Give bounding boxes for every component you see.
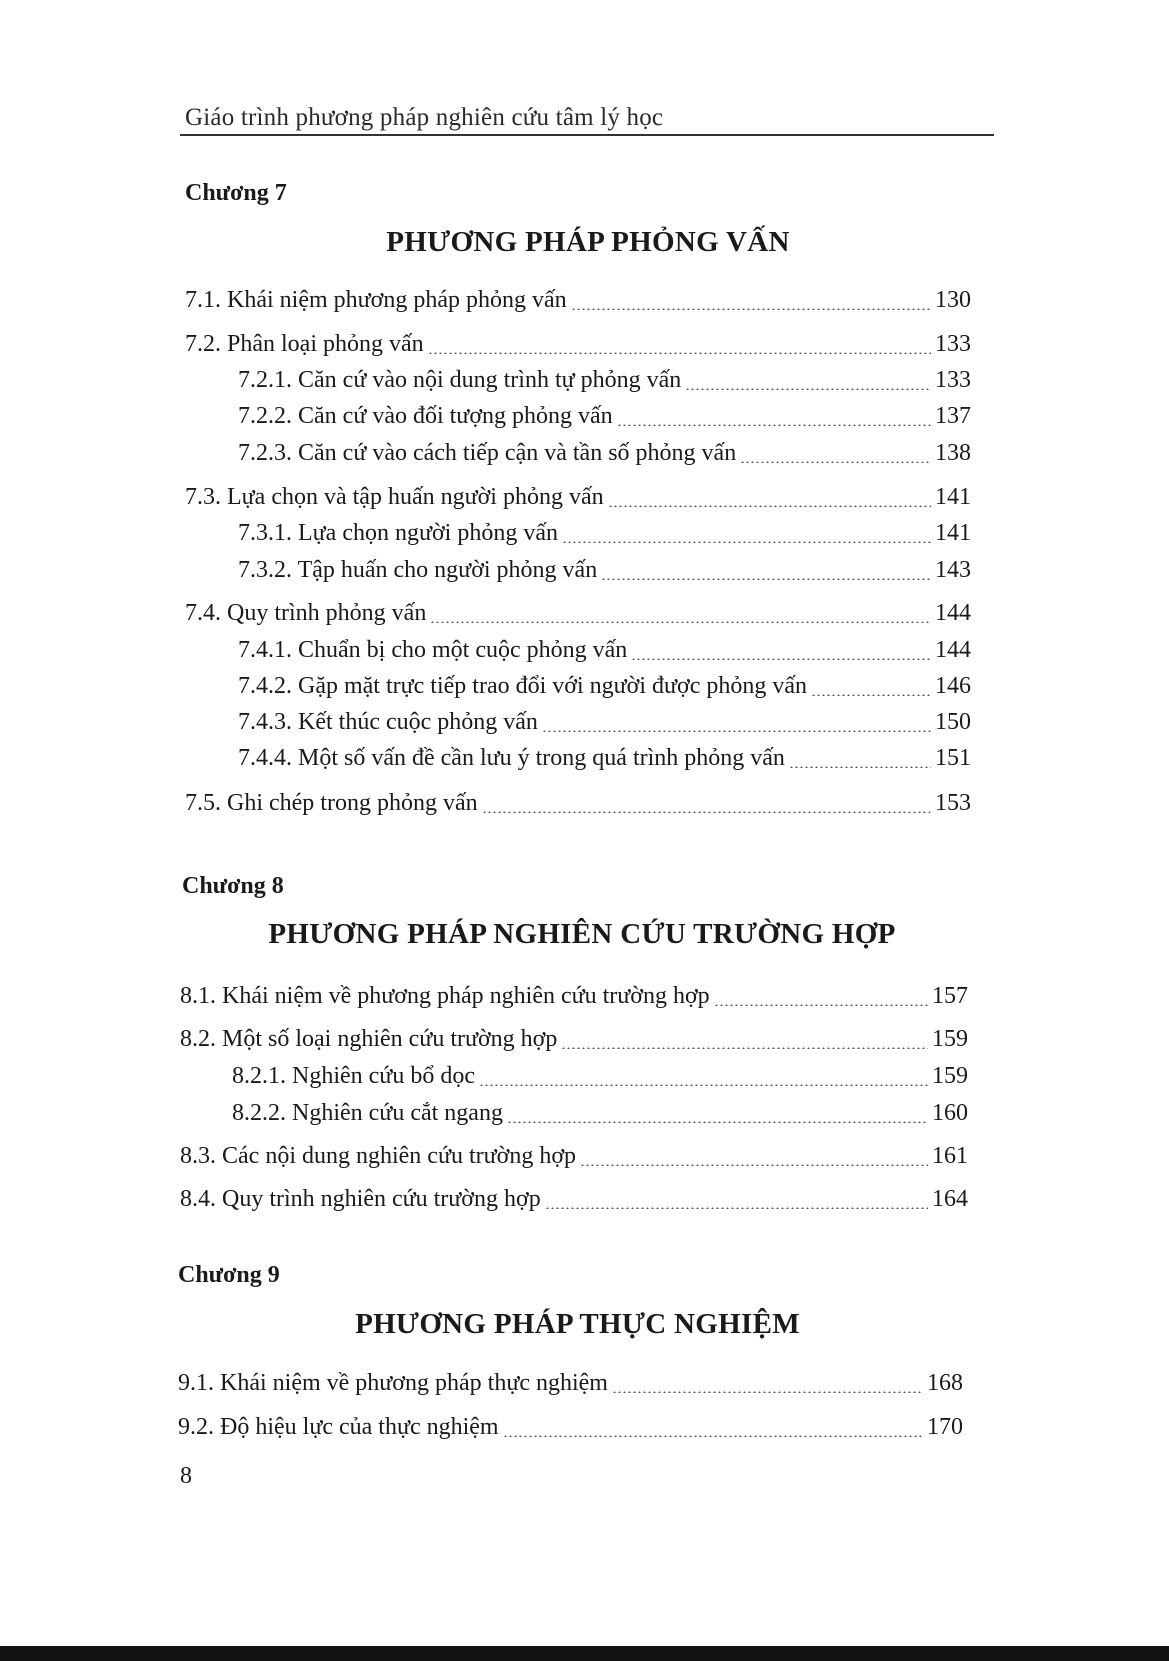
toc-entry[interactable] (180, 1026, 968, 1056)
toc-leader-dots (507, 1121, 928, 1123)
toc-subentry[interactable] (238, 367, 971, 397)
toc-entry[interactable] (180, 1143, 968, 1173)
toc-entry-text: 8.2. Một số loại nghiên cứu trường hợp (180, 1026, 558, 1052)
toc-entry-page: 144 (935, 637, 971, 663)
toc-entry-page: 168 (927, 1370, 963, 1396)
toc-entry-page: 137 (935, 403, 971, 429)
toc-entry-page: 133 (935, 367, 971, 393)
toc-entry-text: 8.1. Khái niệm về phương pháp nghiên cứu trường hợp (180, 983, 710, 1009)
toc-entry-page: 160 (932, 1100, 968, 1126)
toc-leader-dots (631, 658, 931, 660)
toc-leader-dots (562, 541, 931, 543)
toc-leader-dots (545, 1207, 928, 1209)
toc-entry-text: 7.4. Quy trình phỏng vấn (185, 600, 427, 626)
toc-leader-dots (608, 505, 931, 507)
toc-entry-page: 141 (935, 484, 971, 510)
toc-entry-text: 7.2.3. Căn cứ vào cách tiếp cận và tần số phỏng vấn (238, 440, 737, 466)
header-rule (180, 134, 994, 136)
toc-entry-page: 151 (935, 745, 971, 771)
toc-subentry[interactable] (238, 440, 971, 470)
toc-entry-text: 7.4.3. Kết thúc cuộc phỏng vấn (238, 709, 538, 735)
toc-leader-dots (601, 578, 931, 580)
toc-entry-text: 8.2.1. Nghiên cứu bổ dọc (232, 1063, 475, 1089)
toc-entry-page: 150 (935, 709, 971, 735)
toc-entry-text: 7.4.2. Gặp mặt trực tiếp trao đổi với người được phỏng vấn (238, 673, 807, 699)
toc-leader-dots (617, 424, 931, 426)
toc-entry-text: 9.1. Khái niệm về phương pháp thực nghiệm (178, 1370, 608, 1396)
chapter-8-title: PHƯƠNG PHÁP NGHIÊN CỨU TRƯỜNG HỢP (268, 918, 896, 950)
chapter-9-title: PHƯƠNG PHÁP THỰC NGHIỆM (355, 1308, 800, 1340)
toc-entry-page: 159 (932, 1026, 968, 1052)
running-header: Giáo trình phương pháp nghiên cứu tâm lý học (185, 104, 664, 131)
toc-subentry[interactable] (238, 745, 971, 775)
toc-subentry[interactable] (232, 1063, 968, 1093)
toc-entry-page: 170 (927, 1414, 963, 1440)
toc-leader-dots (740, 461, 931, 463)
toc-entry[interactable] (180, 983, 968, 1013)
toc-entry[interactable] (180, 1186, 968, 1216)
toc-entry-text: 7.2. Phân loại phỏng vấn (185, 331, 424, 357)
toc-leader-dots (714, 1004, 928, 1006)
toc-entry-text: 7.2.1. Căn cứ vào nội dung trình tự phỏng vấn (238, 367, 682, 393)
toc-entry-page: 144 (935, 600, 971, 626)
toc-entry-page: 153 (935, 790, 971, 816)
toc-entry[interactable] (178, 1370, 963, 1400)
toc-entry-page: 138 (935, 440, 971, 466)
toc-leader-dots (479, 1084, 928, 1086)
toc-entry[interactable] (185, 331, 971, 361)
toc-entry-text: 7.5. Ghi chép trong phỏng vấn (185, 790, 478, 816)
toc-entry-text: 8.4. Quy trình nghiên cứu trường hợp (180, 1186, 541, 1212)
toc-entry-page: 159 (932, 1063, 968, 1089)
toc-subentry[interactable] (238, 520, 971, 550)
toc-entry-page: 133 (935, 331, 971, 357)
toc-entry[interactable] (185, 287, 971, 317)
toc-entry-page: 141 (935, 520, 971, 546)
toc-entry[interactable] (185, 600, 971, 630)
page-number: 8 (180, 1463, 192, 1489)
toc-entry-text: 7.1. Khái niệm phương pháp phỏng vấn (185, 287, 567, 313)
toc-entry-text: 7.4.1. Chuẩn bị cho một cuộc phỏng vấn (238, 637, 628, 663)
toc-entry-text: 9.2. Độ hiệu lực của thực nghiệm (178, 1414, 499, 1440)
toc-leader-dots (571, 308, 931, 310)
chapter-9-label: Chương 9 (178, 1262, 280, 1288)
toc-leader-dots (430, 621, 931, 623)
toc-entry[interactable] (185, 790, 971, 820)
scan-edge-strip (0, 1646, 1169, 1661)
toc-entry-text: 8.2.2. Nghiên cứu cắt ngang (232, 1100, 503, 1126)
toc-leader-dots (685, 388, 931, 390)
toc-subentry[interactable] (238, 709, 971, 739)
toc-entry-page: 164 (932, 1186, 968, 1212)
toc-leader-dots (580, 1164, 928, 1166)
toc-entry-text: 7.3.2. Tập huấn cho người phỏng vấn (238, 557, 598, 583)
chapter-7-label: Chương 7 (185, 180, 287, 206)
toc-leader-dots (789, 766, 931, 768)
toc-subentry[interactable] (238, 673, 971, 703)
toc-entry-page: 130 (935, 287, 971, 313)
toc-entry-page: 143 (935, 557, 971, 583)
toc-entry-text: 8.3. Các nội dung nghiên cứu trường hợp (180, 1143, 577, 1169)
toc-leader-dots (542, 730, 931, 732)
toc-leader-dots (482, 811, 931, 813)
toc-entry-page: 146 (935, 673, 971, 699)
toc-entry-text: 7.3.1. Lựa chọn người phỏng vấn (238, 520, 558, 546)
toc-leader-dots (811, 694, 931, 696)
chapter-7-title: PHƯƠNG PHÁP PHỎNG VẤN (386, 226, 790, 258)
toc-entry-page: 157 (932, 983, 968, 1009)
toc-leader-dots (503, 1435, 923, 1437)
toc-subentry[interactable] (238, 637, 971, 667)
toc-subentry[interactable] (238, 403, 971, 433)
toc-leader-dots (428, 352, 931, 354)
toc-leader-dots (612, 1391, 923, 1393)
chapter-8-label: Chương 8 (182, 873, 284, 899)
toc-entry[interactable] (178, 1414, 963, 1444)
toc-entry-text: 7.2.2. Căn cứ vào đối tượng phỏng vấn (238, 403, 613, 429)
toc-entry-text: 7.4.4. Một số vấn đề cần lưu ý trong quá trình phỏng vấn (238, 745, 785, 771)
toc-subentry[interactable] (238, 557, 971, 587)
toc-entry[interactable] (185, 484, 971, 514)
toc-subentry[interactable] (232, 1100, 968, 1130)
toc-leader-dots (561, 1047, 928, 1049)
toc-entry-text: 7.3. Lựa chọn và tập huấn người phỏng vấn (185, 484, 604, 510)
toc-entry-page: 161 (932, 1143, 968, 1169)
